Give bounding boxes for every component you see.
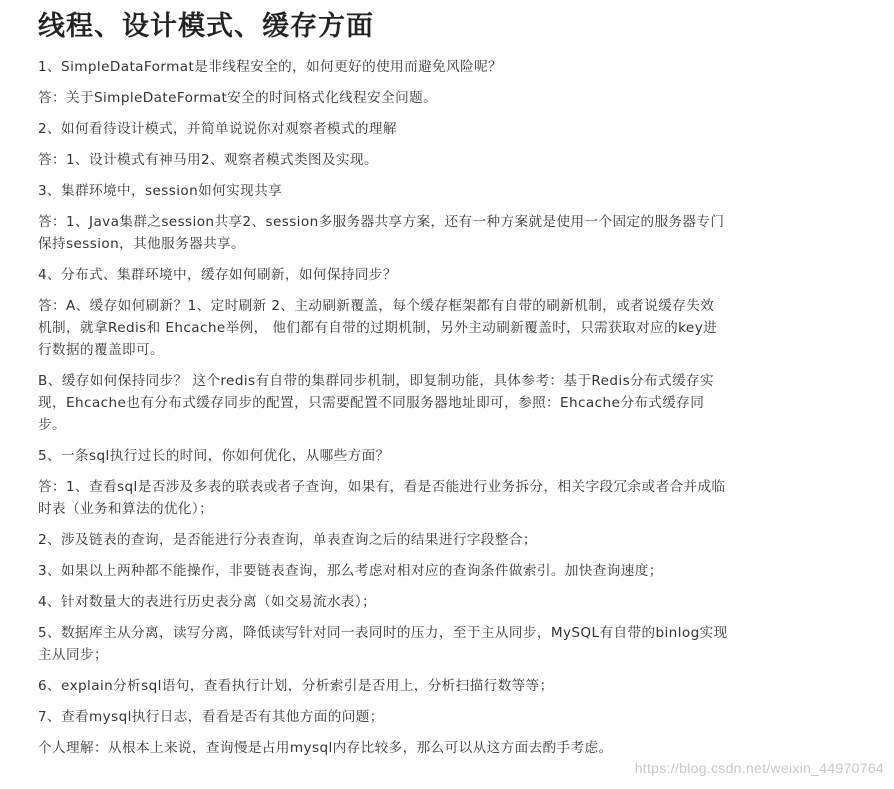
paragraph-a1: 答：关于SimpleDateFormat安全的时间格式化线程安全问题。 (38, 90, 438, 106)
paragraph-a5-3: 3、如果以上两种都不能操作，非要链表查询，那么考虑对相对应的查询条件做索引。加快查询速度； (38, 563, 663, 579)
paragraph-q4: 4、分布式、集群环境中，缓存如何刷新，如何保持同步？ (38, 267, 397, 283)
watermark-url: https://blog.csdn.net/weixin_44970764 (634, 760, 884, 776)
paragraph-a5-7: 7、查看mysql执行日志，看看是否有其他方面的问题； (38, 709, 384, 725)
paragraph-summary: 个人理解：从根本上来说，查询慢是占用mysql内存比较多，那么可以从这方面去酌手考虑。 (38, 740, 613, 756)
paragraph-a5-2: 2、涉及链表的查询，是否能进行分表查询，单表查询之后的结果进行字段整合； (38, 532, 537, 548)
paragraph-a5-6: 6、explain分析sql语句，查看执行计划，分析索引是否用上，分析扫描行数等等； (38, 678, 554, 694)
paragraph-a5-5: 5、数据库主从分离，读写分离，降低读写针对同一表同时的压力，至于主从同步，MySQL有自带的binlog实现 主从同步； (38, 625, 728, 663)
article-body (38, 0, 728, 768)
paragraph-a4a: 答：A、缓存如何刷新？1、定时刷新 2、主动刷新覆盖，每个缓存框架都有自带的刷新机制，或者说缓存失效机制，就拿Redis和 Ehcache举例， 他们都有自带的过期机制，另外主动刷新覆盖时，只需获取对应的key进行数据的覆盖即可。 (38, 298, 718, 358)
paragraph-a5-4: 4、针对数量大的表进行历史表分离（如交易流水表）； (38, 594, 377, 610)
paragraph-q3: 3、集群环境中，session如何实现共享 (38, 183, 283, 199)
paragraph-a4b: B、缓存如何保持同步？ 这个redis有自带的集群同步机制，即复制功能，具体参考：基于Redis分布式缓存实现，Ehcache也有分布式缓存同步的配置，只需要配置不同服务器地址即可，参照：Ehcache分布式缓存同步。 (38, 373, 715, 433)
paragraph-a5-1: 答：1、查看sql是否涉及多表的联表或者子查询，如果有，看是否能进行业务拆分，相关字段冗余或者合并成临时表（业务和算法的优化）； (38, 479, 726, 517)
paragraph-q5: 5、一条sql执行过长的时间，你如何优化，从哪些方面？ (38, 448, 390, 464)
paragraph-q1: 1、SimpleDataFormat是非线程安全的，如何更好的使用而避免风险呢？ (38, 59, 503, 75)
paragraph-a3: 答：1、Java集群之session共享2、session多服务器共享方案，还有一种方案就是使用一个固定的服务器专门保持session，其他服务器共享。 (38, 214, 725, 252)
paragraph-a2: 答：1、设计模式有神马用2、观察者模式类图及实现。 (38, 152, 378, 168)
paragraph-q2: 2、如何看待设计模式，并简单说说你对观察者模式的理解 (38, 121, 397, 137)
page-title: 线程、设计模式、缓存方面 (38, 11, 374, 42)
